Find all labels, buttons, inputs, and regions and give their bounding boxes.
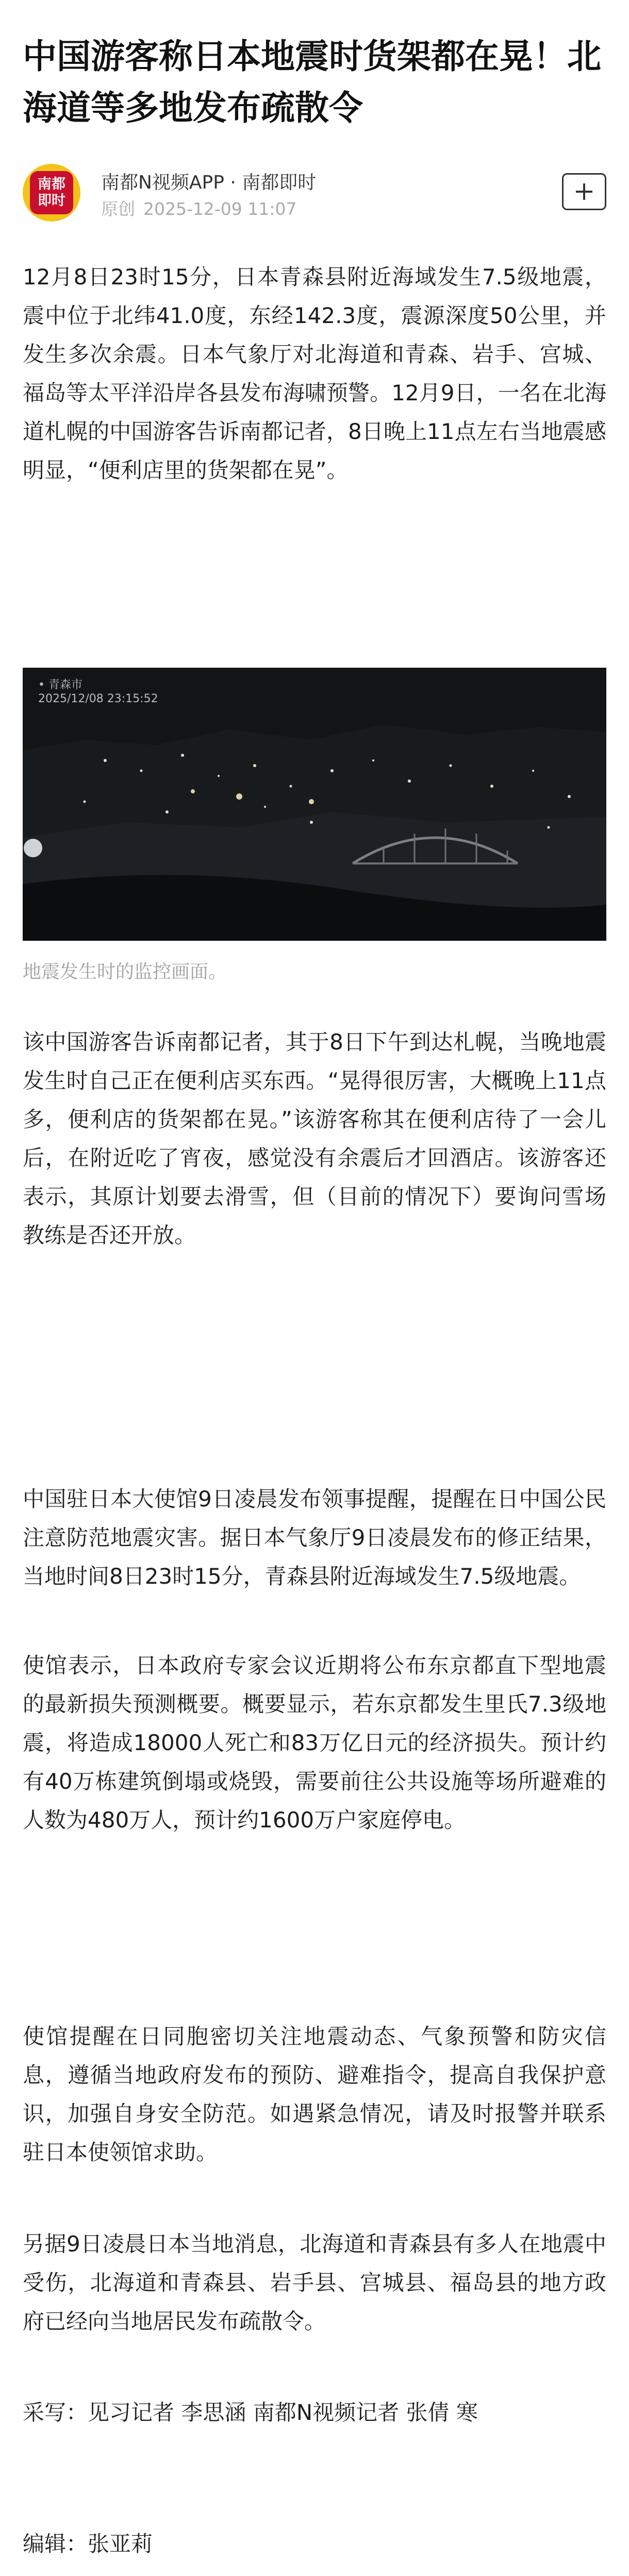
- article-date-line: [101, 196, 305, 220]
- article-title: 中国游客称日本地震时货架都在晃！北海道等多地发布疏散令: [23, 37, 601, 128]
- article-paragraph-5: 使馆提醒在日同胞密切关注地震动态、气象预警和防灾信息，遵循当地政府发布的预防、避难指令，提高自我保护意识，加强自身安全防范。如遇紧急情况，请及时报警并联系驻日本使领馆求助。: [23, 2024, 606, 2165]
- article-paragraph-2: 该中国游客告诉南都记者，其于8日下午到达札幌，当晚地震发生时自己正在便利店买东西。“晃得很厉害，大概晚上11点多，便利店的货架都在晃。”该游客称其在便利店待了一会儿后，在附近吃了宵夜，感觉没有余震后才回酒店。该游客还表示，其原计划要去滑雪，但（目前的情况下）要询问雪场教练是否还开放。: [23, 1029, 606, 1248]
- editor-credit: 编辑：张亚莉: [23, 2531, 153, 2556]
- article-paragraph-4: 使馆表示，日本政府专家会议近期将公布东京都直下型地震的最新损失预测概要。概要显示，若东京都发生里氏7.3级地震，将造成18000人死亡和83万亿日元的经济损失。预计约有40万栋建筑倒塌或烧毁，需要前往公共设施等场所避难的人数为480万人，预计约1600万户家庭停电。: [23, 1653, 606, 1833]
- logo-text-line2: 即时: [38, 193, 65, 209]
- article-paragraph-3: 中国驻日本大使馆9日凌晨发布领事提醒，提醒在日中国公民注意防范地震灾害。据日本气象厅9日凌晨发布的修正结果，当地时间8日23时15分，青森县附近海域发生7.5级地震。: [23, 1486, 606, 1589]
- logo-text-line1: 南都: [38, 176, 65, 192]
- article-paragraph-6: 另据9日凌晨日本当地消息，北海道和青森县有多人在地震中受伤，北海道和青森县、岩手县、宫城县、福岛县的地方政府已经向当地居民发布疏散令。: [23, 2231, 606, 2334]
- publisher-logo[interactable]: [23, 164, 80, 222]
- article-source[interactable]: 南都N视频APP · 南都即时: [101, 172, 317, 193]
- follow-button[interactable]: [562, 173, 606, 210]
- video-location-label: • 青森市: [38, 679, 82, 691]
- publish-date: 2025-12-09 11:07: [143, 199, 297, 219]
- author-credit: 采写：见习记者 李思涵 南都N视频记者 张倩 寒: [23, 2400, 478, 2425]
- video-overlay: [38, 678, 158, 706]
- article-paragraph-1: 12月8日23时15分，日本青森县附近海域发生7.5级地震，震中位于北纬41.0度，东经142.3度，震源深度50公里，并发生多次余震。日本气象厅对北海道和青森、岩手、宫城、福岛等太平洋沿岸各县发布海啸预警。12月9日，一名在北海道札幌的中国游客告诉南都记者，8日晚上11点左右当地震感明显，“便利店里的货架都在晃”。: [23, 264, 606, 483]
- video-timestamp: 2025/12/08 23:15:52: [38, 692, 158, 705]
- original-label: 原创: [101, 199, 135, 219]
- surveillance-video[interactable]: [23, 668, 606, 941]
- plus-icon: [574, 181, 594, 202]
- video-caption: 地震发生时的监控画面。: [23, 961, 227, 982]
- article-meta: [23, 164, 606, 226]
- publisher-logo-badge: [30, 171, 73, 214]
- video-frame-image: [23, 668, 606, 941]
